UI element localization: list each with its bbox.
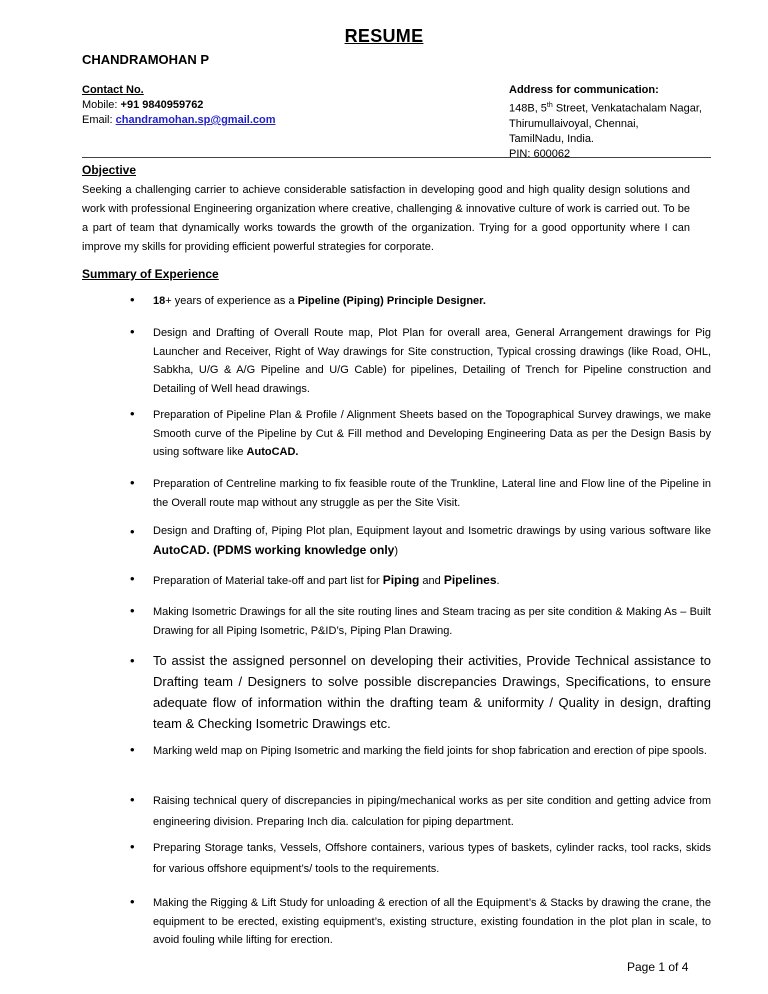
summary-item-1 bbox=[153, 292, 711, 311]
bullet-icon: • bbox=[130, 603, 135, 618]
email-link[interactable]: chandramohan.sp@gmail.com bbox=[115, 114, 276, 126]
summary-item-1-text: + years of experience as a bbox=[165, 295, 298, 307]
address-line-1-sup: th bbox=[546, 102, 553, 109]
address-line-4: PIN: 600062 bbox=[509, 147, 571, 160]
summary-item-1-role: Pipeline (Piping) Principle Designer. bbox=[297, 295, 486, 307]
address-heading: Address for communication: bbox=[509, 84, 659, 96]
bullet-icon: • bbox=[130, 406, 135, 421]
summary-item-8: To assist the assigned personnel on developing their activities, Provide Technical assistance to Drafting team / Designers to solve possible discrepancies Drawings, Specifications, to ensure adequate flow of information within the drafting team & uniformity / Quality in design, drafting team & Checking Isometric Drawings etc. bbox=[153, 653, 711, 731]
mobile-number: +91 9840959762 bbox=[120, 99, 204, 111]
candidate-name: CHANDRAMOHAN P bbox=[82, 52, 210, 67]
email-line bbox=[82, 113, 276, 128]
summary-item-5-end: ) bbox=[394, 544, 399, 557]
bullet-icon: • bbox=[130, 839, 135, 854]
address-line-2: Thirumullaivoyal, Chennai, bbox=[509, 117, 639, 130]
bullet-icon: • bbox=[130, 792, 135, 807]
summary-heading: Summary of Experience bbox=[82, 267, 219, 281]
email-label: Email: bbox=[82, 114, 116, 126]
address-line-1-post: Street, Venkatachalam Nagar, bbox=[552, 102, 702, 115]
summary-item-11: Preparing Storage tanks, Vessels, Offshore containers, various types of baskets, cylinder racks, tool racks, skids for various offshore equipment’s/ tools to the requirements. bbox=[153, 842, 711, 875]
address-line-1-pre: 148B, 5 bbox=[509, 102, 547, 115]
summary-item-12: Making the Rigging & Lift Study for unloading & erection of all the Equipment’s & Stacks by drawing the crane, the equipment to be erected, existing equipment’s, existing structure, existing foundation in the plot plan in scale, to avoid fouling while lifting for erection. bbox=[153, 897, 711, 946]
summary-item-6 bbox=[153, 571, 711, 591]
summary-item-1-years: 18 bbox=[153, 295, 166, 307]
bullet-icon: • bbox=[130, 475, 135, 490]
summary-item-6-pipelines: Pipelines bbox=[443, 573, 497, 587]
summary-item-6-piping: Piping bbox=[382, 573, 420, 587]
page-number: Page 1 of 4 bbox=[627, 960, 689, 974]
summary-item-9: Marking weld map on Piping Isometric and marking the field joints for shop fabrication and erection of pipe spools. bbox=[153, 745, 707, 757]
objective-heading: Objective bbox=[82, 163, 137, 177]
summary-item-5-software: AutoCAD. (PDMS working knowledge only bbox=[153, 542, 395, 557]
summary-item-2: Design and Drafting of Overall Route map, Plot Plan for overall area, General Arrangement drawings for Pig Launcher and Receiver, Right of Way drawings for Site construction, Typical crossing drawings (like Road, OHL, Sabkha, U/G & A/G Pipeline and U/G Cable) for pipelines, Detailing of Trench for Pipeline construction and Detailing of Well head drawings. bbox=[153, 327, 711, 395]
bullet-icon: • bbox=[130, 894, 135, 909]
mobile-line bbox=[82, 98, 276, 113]
summary-item-7: Making Isometric Drawings for all the site routing lines and Steam tracing as per site condition & Making As – Built Drawing for all Piping Isometric, P&ID’s, Piping Plan Drawing. bbox=[153, 606, 711, 637]
summary-item-3 bbox=[153, 406, 711, 462]
document-title: RESUME bbox=[344, 26, 424, 46]
address-line-1 bbox=[509, 98, 702, 117]
summary-item-3-software: AutoCAD. bbox=[246, 446, 299, 458]
summary-item-6-text: Preparation of Material take-off and part list for bbox=[153, 575, 383, 587]
summary-item-10: Raising technical query of discrepancies in piping/mechanical works as per site condition and getting advice from engineering division. Preparing Inch dia. calculation for piping department. bbox=[153, 795, 711, 828]
summary-item-3-text: Preparation of Pipeline Plan & Profile / Alignment Sheets based on the Topographical Survey drawings, we make Smooth curve of the Pipeline by Cut & Fill method and Developing Engineering Data as per the Design Basis by using software like bbox=[153, 409, 711, 458]
summary-item-6-end: . bbox=[496, 575, 500, 587]
address-block bbox=[509, 83, 702, 162]
summary-item-4: Preparation of Centreline marking to fix feasible route of the Trunkline, Lateral line and Flow line of the Pipeline in the Overall route map without any struggle as per the Site Visit. bbox=[153, 478, 711, 509]
mobile-label: Mobile: bbox=[82, 99, 121, 111]
summary-item-5 bbox=[153, 522, 711, 560]
bullet-icon: • bbox=[130, 324, 135, 339]
address-line-3: TamilNadu, India. bbox=[509, 132, 594, 145]
contact-block bbox=[82, 83, 276, 128]
bullet-icon: • bbox=[130, 742, 135, 757]
bullet-icon: • bbox=[130, 653, 135, 668]
objective-text: Seeking a challenging carrier to achieve considerable satisfaction in developing good and high quality design solutions and work with professional Engineering organization where creative, challenging & innovative culture of work is carried out. To be a part of team that dynamically works towards the growth of the organization. Trying for a good opportunity where I can improve my skills for providing efficient powerful strategies for corporate. bbox=[82, 184, 690, 253]
contact-heading: Contact No. bbox=[82, 84, 144, 96]
bullet-icon: • bbox=[130, 571, 135, 586]
summary-item-6-and: and bbox=[419, 575, 444, 587]
bullet-icon: • bbox=[130, 292, 135, 307]
divider bbox=[82, 157, 711, 158]
summary-item-5-text: Design and Drafting of, Piping Plot plan, Equipment layout and Isometric drawings by using various software like bbox=[153, 525, 711, 537]
bullet-icon: • bbox=[130, 524, 135, 539]
